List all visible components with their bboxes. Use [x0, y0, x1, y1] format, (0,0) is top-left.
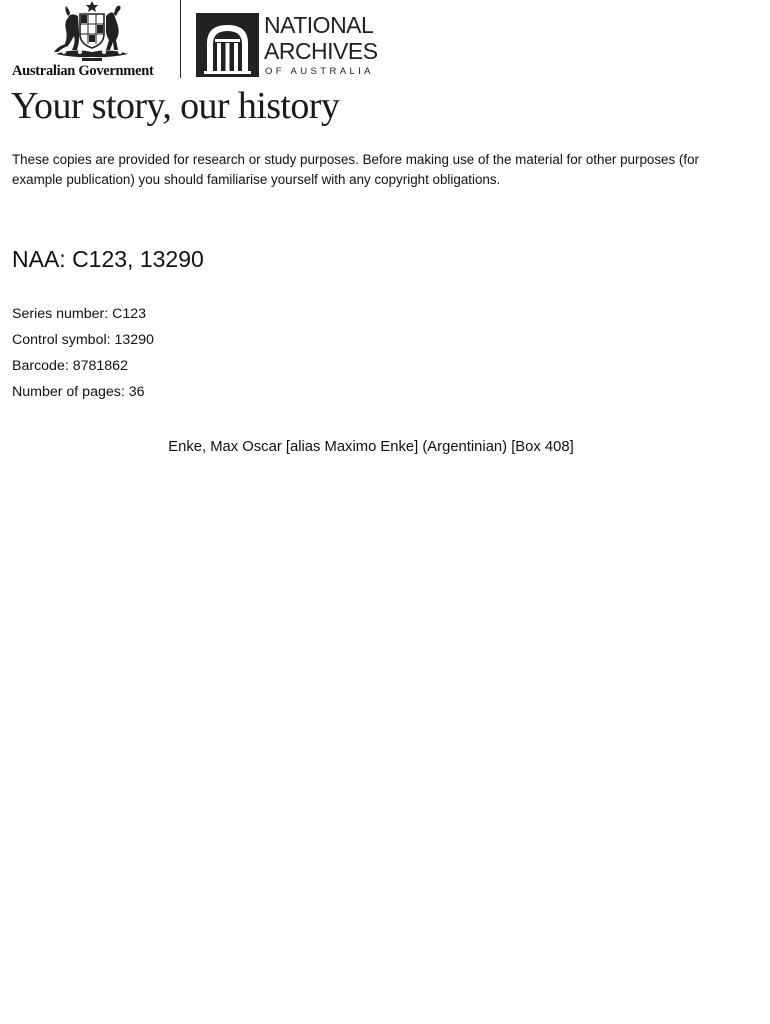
- record-title: NAA: C123, 13290: [12, 246, 204, 272]
- copyright-notice: These copies are provided for research or study purposes. Before making use of the material for other purposes (for example publication) you should familiarise yourself with any copyright obligations.: [12, 152, 699, 187]
- tagline: Your story, our history: [11, 85, 340, 127]
- archives-logo-line3: OF AUSTRALIA: [265, 66, 374, 77]
- australian-government-wordmark: Australian Government: [12, 63, 154, 79]
- logo-divider: [180, 0, 181, 78]
- number-of-pages-field: Number of pages: 36: [12, 384, 145, 400]
- national-archives-logo: [196, 13, 396, 79]
- record-metadata: [12, 304, 154, 408]
- archives-logo-line1: NATIONAL: [264, 12, 374, 38]
- archives-logo-line2: ARCHIVES: [264, 38, 378, 64]
- barcode-field: Barcode: 8781862: [12, 358, 128, 374]
- australian-government-logo: [12, 0, 172, 82]
- series-number-field: Series number: C123: [12, 306, 147, 322]
- record-description: Enke, Max Oscar [alias Maximo Enke] (Argentinian) [Box 408]: [168, 439, 574, 455]
- control-symbol-field: Control symbol: 13290: [12, 332, 154, 348]
- page-header: [0, 0, 770, 127]
- archway-logo-icon: [196, 13, 259, 77]
- coat-of-arms-icon: [50, 0, 134, 62]
